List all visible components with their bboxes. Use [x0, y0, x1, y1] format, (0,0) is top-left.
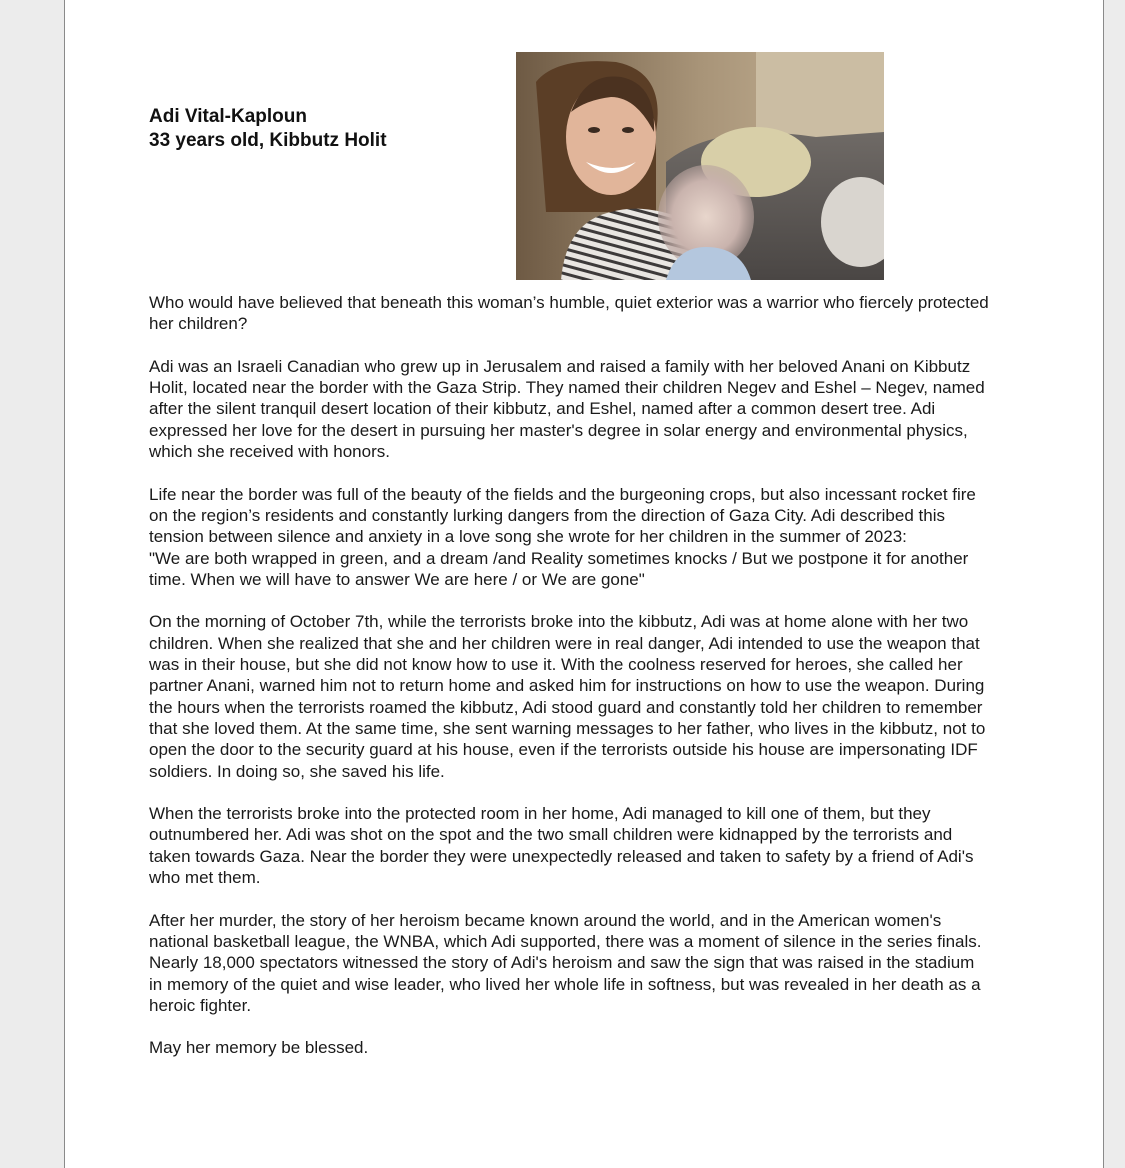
paragraph-october-7: On the morning of October 7th, while the terrorists broke into the kibbutz, Adi was at home alone with her two children. When she realized that she and her children were in real danger, Adi intended to use the weapon that was in their house, but she did not know how to use it. With the coolness reserved for heroes, she called her partner Anani, warned him not to return home and asked him for instructions on how to use the weapon. During the hours when the terrorists roamed the kibbutz, Adi stood guard and constantly told her children to remember that she loved them. At the same time, she sent warning messages to her father, who lives in the kibbutz, not to open the door to the security guard at his house, even if the terrorists outside his house are impersonating IDF soldiers. In doing so, she saved his life. — [149, 612, 986, 781]
portrait-photo — [516, 52, 884, 280]
paragraph-border-life: Life near the border was full of the beauty of the fields and the burgeoning crops, but also incessant rocket fire on the region’s residents and constantly lurking dangers from the direction of Gaza City. Adi described this tension between silence and anxiety in a love song she wrote for her children in the summer of 2023: — [149, 484, 976, 547]
paragraph-wnba-tribute: After her murder, the story of her heroism became known around the world, and in the American women's national basketball league, the WNBA, which Adi supported, there was a moment of silence in the series finals. Nearly 18,000 spectators witnessed the story of Adi's heroism and saw the sign that was raised in the stadium in memory of the quiet and wise leader, who lived her whole life in softness, but was revealed in her death as a heroic fighter. — [149, 910, 982, 1015]
paragraph-intro: Who would have believed that beneath this woman’s humble, quiet exterior was a warrior who fiercely protected her children? — [149, 293, 989, 334]
paragraph-background: Adi was an Israeli Canadian who grew up in Jerusalem and raised a family with her beloved Anani on Kibbutz Holit, located near the border with the Gaza Strip. They named their children Negev and Eshel – Negev, named after the silent tranquil desert location of their kibbutz, and Eshel, named after a common desert tree. Adi expressed her love for the desert in pursuing her master's degree in solar energy and environmental physics, which she received with honors. — [149, 356, 985, 462]
document-page — [64, 0, 1104, 1168]
person-age-location: 33 years old, Kibbutz Holit — [149, 130, 387, 151]
person-name: Adi Vital-Kaploun — [149, 106, 307, 127]
paragraph-protected-room: When the terrorists broke into the protected room in her home, Adi managed to kill one of them, but they outnumbered her. Adi was shot on the spot and the two small children were kidnapped by the terrorists and taken towards Gaza. Near the border they were unexpectedly released and taken to safety by a friend of Adi's who met them. — [149, 804, 974, 888]
paragraph-song-quote: "We are both wrapped in green, and a dream /and Reality sometimes knocks / But we postpone it for another time. When we will have to answer We are here / or We are gone" — [149, 548, 969, 589]
portrait-photo-icon — [516, 52, 884, 280]
article-body — [149, 292, 989, 1080]
paragraph-memory: May her memory be blessed. — [149, 1038, 369, 1058]
